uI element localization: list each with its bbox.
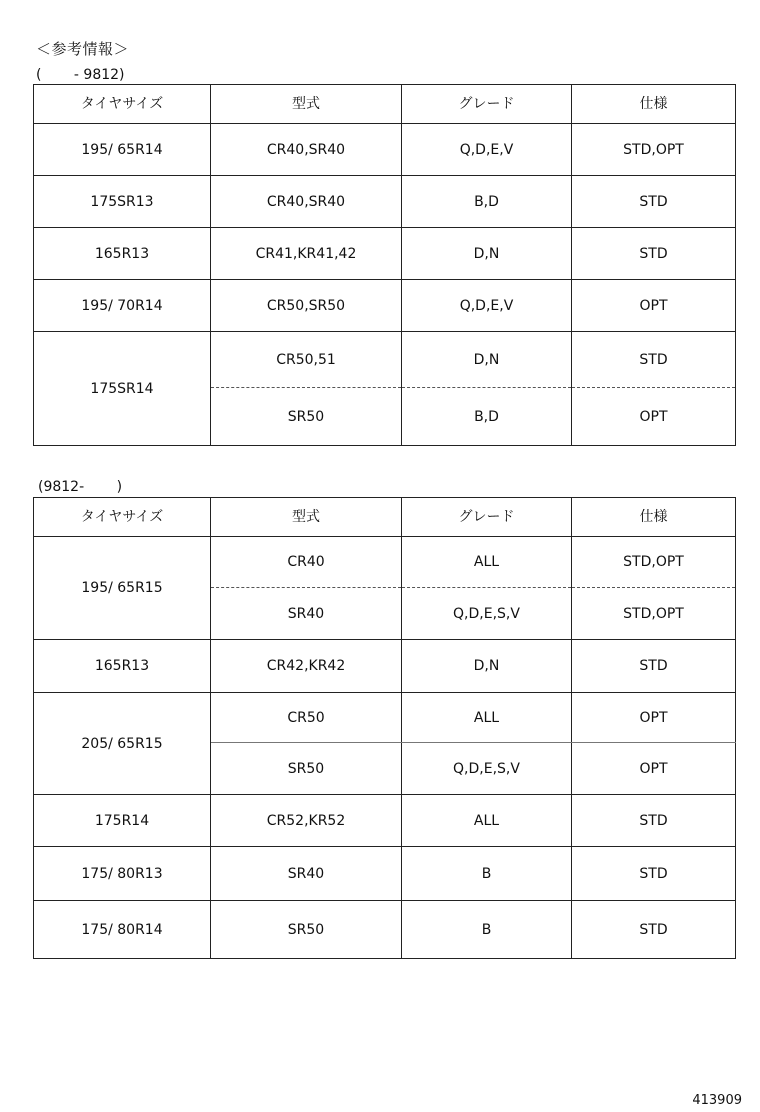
spec-cell: STD <box>572 901 736 959</box>
spec-cell: OPT <box>572 693 736 743</box>
table1-date-range: ( - 9812) <box>36 67 125 83</box>
grade-cell: Q,D,E,S,V <box>402 588 572 640</box>
model-cell: CR50 <box>211 693 402 743</box>
header-model: 型式 <box>211 85 402 124</box>
model-cell: CR40,SR40 <box>211 176 402 228</box>
header-spec: 仕様 <box>572 85 736 124</box>
model-cell: CR50,SR50 <box>211 280 402 332</box>
spec-cell: STD,OPT <box>572 588 736 640</box>
spec-cell: OPT <box>572 280 736 332</box>
grade-cell: B <box>402 901 572 959</box>
tire-size-cell: 175/ 80R13 <box>34 847 211 901</box>
table-row <box>34 795 736 847</box>
model-cell: CR50,51 <box>211 332 402 388</box>
spec-cell: STD <box>572 640 736 693</box>
grade-cell: B <box>402 847 572 901</box>
grade-cell: D,N <box>402 640 572 693</box>
grade-cell: Q,D,E,S,V <box>402 743 572 795</box>
grade-cell: D,N <box>402 332 572 388</box>
table-row <box>34 693 736 743</box>
tire-spec-table-after-9812 <box>33 497 736 959</box>
table-row <box>34 537 736 588</box>
header-tire-size: タイヤサイズ <box>34 498 211 537</box>
tire-size-cell: 165R13 <box>34 228 211 280</box>
table-header-row <box>34 85 736 124</box>
grade-cell: Q,D,E,V <box>402 280 572 332</box>
page-heading: ＜参考情報＞ <box>36 40 130 58</box>
spec-cell: STD <box>572 332 736 388</box>
model-cell: SR50 <box>211 901 402 959</box>
grade-cell: Q,D,E,V <box>402 124 572 176</box>
model-cell: CR41,KR41,42 <box>211 228 402 280</box>
header-grade: グレード <box>402 498 572 537</box>
tire-size-cell: 175SR14 <box>34 332 211 446</box>
tire-size-cell: 195/ 70R14 <box>34 280 211 332</box>
table2-date-range: (9812- ) <box>38 479 123 495</box>
tire-size-cell: 195/ 65R15 <box>34 537 211 640</box>
grade-cell: ALL <box>402 693 572 743</box>
spec-cell: OPT <box>572 388 736 446</box>
model-cell: CR52,KR52 <box>211 795 402 847</box>
spec-cell: STD <box>572 176 736 228</box>
tire-size-cell: 195/ 65R14 <box>34 124 211 176</box>
spec-cell: STD <box>572 795 736 847</box>
tire-size-cell: 165R13 <box>34 640 211 693</box>
grade-cell: D,N <box>402 228 572 280</box>
table-row <box>34 176 736 228</box>
table-row <box>34 847 736 901</box>
table-row <box>34 124 736 176</box>
table-row <box>34 901 736 959</box>
model-cell: SR40 <box>211 847 402 901</box>
tire-size-cell: 205/ 65R15 <box>34 693 211 795</box>
spec-cell: OPT <box>572 743 736 795</box>
model-cell: CR40,SR40 <box>211 124 402 176</box>
model-cell: CR40 <box>211 537 402 588</box>
spec-cell: STD,OPT <box>572 537 736 588</box>
table-row <box>34 640 736 693</box>
tire-size-cell: 175SR13 <box>34 176 211 228</box>
table-row <box>34 228 736 280</box>
model-cell: CR42,KR42 <box>211 640 402 693</box>
model-cell: SR50 <box>211 743 402 795</box>
spec-cell: STD <box>572 228 736 280</box>
tire-size-cell: 175/ 80R14 <box>34 901 211 959</box>
header-spec: 仕様 <box>572 498 736 537</box>
document-id: 413909 <box>692 1093 742 1108</box>
grade-cell: ALL <box>402 537 572 588</box>
spec-cell: STD,OPT <box>572 124 736 176</box>
tire-size-cell: 175R14 <box>34 795 211 847</box>
grade-cell: ALL <box>402 795 572 847</box>
table-header-row <box>34 498 736 537</box>
header-grade: グレード <box>402 85 572 124</box>
table-row <box>34 280 736 332</box>
grade-cell: B,D <box>402 176 572 228</box>
header-tire-size: タイヤサイズ <box>34 85 211 124</box>
table-row <box>34 332 736 388</box>
header-model: 型式 <box>211 498 402 537</box>
grade-cell: B,D <box>402 388 572 446</box>
model-cell: SR40 <box>211 588 402 640</box>
spec-cell: STD <box>572 847 736 901</box>
tire-spec-table-before-9812 <box>33 84 736 446</box>
model-cell: SR50 <box>211 388 402 446</box>
